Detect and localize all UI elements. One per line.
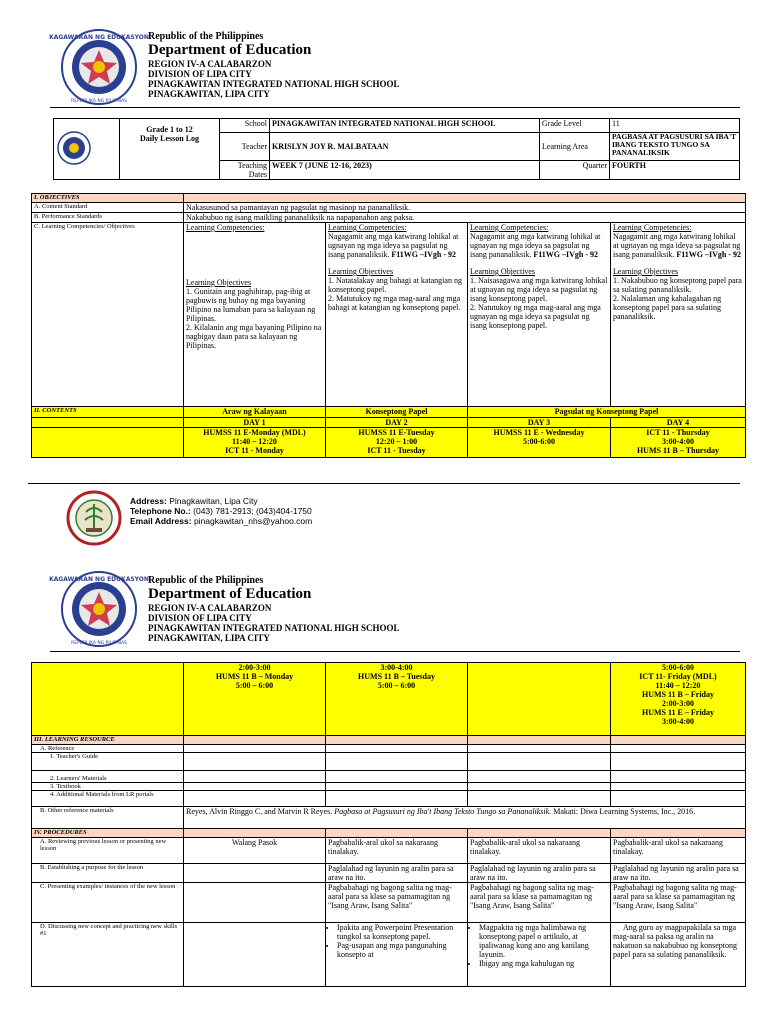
day2-topic: Konseptong Papel [326,407,468,418]
department-title-2: Department of Education [148,586,312,602]
lr-fill-1 [184,736,326,745]
day3-objectives [468,223,611,407]
contents-day-label-blank [32,418,184,428]
log-title-line1: Grade 1 to 12 [146,125,193,134]
proc-b-day1 [184,864,326,883]
day3-label: DAY 3 [468,418,611,428]
address-value: Pinagkawitan, Lipa City [169,496,258,506]
lr-heading: III. LEARNING RESOURCE [32,736,184,745]
log-title [120,119,220,180]
teacher-label: Teacher [220,133,270,161]
day1-topic: Araw ng Kalayaan [184,407,326,418]
letterhead-page2 [148,576,400,643]
p2-day2-schedule: 3:00-4:00 HUMS 11 B – Tuesday 5:00 – 6:00 [326,663,468,736]
seal-text-bottom: REPUBLIKA NG PILIPINAS [71,99,127,104]
day34-topic: Pagsulat ng Konseptong Papel [468,407,746,418]
proc-c-day1 [184,883,326,923]
proc-d-day3-item2: • Ibigay ang mga kahulugan ng [479,959,608,968]
grade-value: 11 [610,119,740,133]
day4-lc-heading: Learning Competencies: [613,223,692,232]
other-ref-publisher: Makati: Diwa Learning Systems, Inc., 2016. [553,807,696,816]
seal-text-top: KAGAWARAN NG EDUKASYON [49,34,149,41]
proc-c-day2: Pagbabahagi ng bagong salita ng mag-aaral para sa klase sa pamamagitan ng "Isang Araw, Isang Salita" [326,883,468,923]
dates-label: Teaching Dates [220,161,270,180]
proc-d-day2 [326,923,468,987]
proc-b-day4: Paglalahad ng layunin ng aralin para sa araw na ito. [611,864,746,883]
deped-seal [49,28,149,106]
am-label: 4. Additional Materials from LR portals [32,791,184,807]
proc-d-day2-item2: • Pag-usapan ang mga pangunahing konsepto at [337,941,465,959]
lm-label: 2. Learners' Materials [32,771,184,783]
school-text-2: PINAGKAWITAN INTEGRATED NATIONAL HIGH SCHOOL [148,623,400,633]
day1-lo-text: 1. Gunitain ang paghihirap, pag-ibig at pagbuwis ng buhay ng mga bayaning Pilipino na lumaban para sa kalayaan ng Pilipinas. 2. Kilalanin ang mga bayaning Pilipino na nagbigay daan para sa kalayaan ng Pilipinas. [186,287,322,350]
small-seal-cell [54,119,120,180]
day2-lc-text: Nagagamit ang mga katwirang lohikal at ugnayan ng mga ideya sa pagsulat ng isang pananaliksik. [328,232,459,259]
contents-heading: II. CONTENTS [32,407,184,418]
tg-label: 1. Teacher's Guide [32,753,184,771]
procedures-heading: IV. PROCEDURES [32,829,184,838]
lm-c4 [611,771,746,783]
teacher-value: KRISLYN JOY R. MALBATAAN [270,133,540,161]
p2-day3-schedule [468,663,611,736]
day4-objectives [611,223,746,407]
objectives-heading: I. OBJECTIVES [32,194,184,203]
day2-lo-text: 1. Natatalakay ang bahagi at katangian ng konseptong papel. 2. Matutukoy ng mga mag-aaral ang mga bahagi at katangian ng konseptong papel. [328,276,462,312]
day3-lc-heading: Learning Competencies: [470,223,549,232]
lr-fill-3 [468,736,611,745]
day4-code: F11WG –IVgh - 92 [676,250,741,259]
lm-c3 [468,771,611,783]
am-c4 [611,791,746,807]
proc-a-day4: Pagbabalik-aral ukol sa nakaraang tinalakay. [611,838,746,864]
area-value: PAGBASA AT PAGSUSURI SA IBA'T IBANG TEKSTO TUNGO SA PANANALIKSIK [610,133,740,161]
day2-schedule: HUMSS 11 E-Tuesday 12:20 – 1:00 ICT 11 - Tuesday [326,428,468,458]
day4-lo-text: 1. Nakabubuo ng konseptong papel para sa sulating pananaliksik. 2. Nalalaman ang kahalagahan ng konseptong papel para sa sulating pananaliksik. [613,276,742,321]
ref-c1 [184,745,326,753]
tg-c1 [184,753,326,771]
proc-b-day2: Paglalahad ng layunin ng aralin para sa araw na ito. [326,864,468,883]
tb-label: 3. Textbook [32,783,184,791]
school-logo [66,490,122,546]
day1-schedule: HUMSS 11 E-Monday (MDL) 11:40 – 12:20 ICT 11 - Monday [184,428,326,458]
lr-fill-2 [326,736,468,745]
seal2-text-bottom: REPUBLIKA NG PILIPINAS [71,641,127,646]
proc-a-day1: Walang Pasok [184,838,326,864]
log-title-line2: Daily Lesson Log [139,134,200,143]
resources-procedures-table [31,662,746,987]
phone-label: Telephone No.: [130,506,191,516]
other-ref-value [184,807,746,829]
header-divider-2 [50,651,740,652]
email-value: pinagkawitan_nhs@yahoo.com [193,516,313,526]
school-value: PINAGKAWITAN INTEGRATED NATIONAL HIGH SCHOOL [270,119,540,133]
proc-a-day3: Pagbabalik-aral ukol sa nakaraang tinalakay. [468,838,611,864]
day4-label: DAY 4 [611,418,746,428]
area-label: Learning Area [540,133,610,161]
p2-day4-schedule: 5:00-6:00 ICT 11- Friday (MDL) 11:40 – 12:20 HUMS 11 B – Friday 2:00-3:00 HUMS 11 E – Friday 3:00-4:00 [611,663,746,736]
day1-objectives [184,223,326,407]
ref-c4 [611,745,746,753]
lm-c2 [326,771,468,783]
ref-c3 [468,745,611,753]
am-c2 [326,791,468,807]
day2-code: F11WG –IVgh - 92 [391,250,456,259]
performance-standard-value: Nakabubuo ng isang maikling pananaliksik na napapanahon ang paksa. [184,213,746,223]
other-ref-authors: Reyes, Alvin Ringgo C. and Marvin R Reyes. [186,807,333,816]
proc-d-day4: Ang guro ay magpapakilala sa mga mag-aaral sa paksa ng aralin na nakatuon sa nakabubuo ng konseptong papel para sa sulating pananaliksik. [611,923,746,987]
header-divider [50,107,740,108]
day2-lo-heading: Learning Objectives [328,267,394,276]
content-standard-value: Nakasusunod sa pamantayan ng pagsulat ng masinop na pananaliksik. [184,203,746,213]
letterhead [148,32,400,99]
competencies-label: C. Learning Competencies/ Objectives [32,223,184,407]
am-c1 [184,791,326,807]
objectives-table [31,193,746,458]
proc-c-label: C. Presenting examples/ instances of the new lesson [32,883,184,923]
tb-c2 [326,783,468,791]
proc-c-day4: Pagbabahagi ng bagong salita ng mag-aaral para sa klase sa pamamagitan ng "Isang Araw, Isang Salita" [611,883,746,923]
day3-lc-text: Nagagamit ang mga katwirang lohikal at ugnayan ng mga ideya sa pagsulat ng isang pananaliksik. [470,232,601,259]
quarter-label: Quarter [540,161,610,180]
republic-text: Republic of the Philippines [148,31,264,42]
proc-a-label: A. Reviewing previous lesson or presenting new lesson [32,838,184,864]
day1-lc-heading: Learning Competencies: [186,223,265,232]
day2-label: DAY 2 [326,418,468,428]
proc-fill-2 [326,829,468,838]
day3-lo-heading: Learning Objectives [470,267,536,276]
proc-fill-4 [611,829,746,838]
proc-b-label: B. Establishing a purpose for the lesson [32,864,184,883]
other-ref-label: B. Other reference materials [32,807,184,829]
school-label: School [220,119,270,133]
location-text: PINAGKAWITAN, LIPA CITY [148,89,270,99]
p2-sched-blank [32,663,184,736]
phone-value: (043) 781-2913; (043)404-1750 [193,506,312,516]
day4-lc-text: Nagagamit ang mga katwirang lohikal at ugnayan ng mga ideya sa pagsulat ng isang pananaliksik. [613,232,741,259]
department-title: Department of Education [148,42,312,58]
day3-lo-text: 1. Naisasagawa ang mga katwirang lohikal at ugnayan ng mga ideya sa pagsulat ng isang konseptong papel. 2. Natutukoy ng mga mag-aaral ang mga ugnayan ng mga ideya sa pagsulat ng isang konseptong papel. [470,276,608,330]
day4-lo-heading: Learning Objectives [613,267,679,276]
proc-d-label: D. Discussing new concept and practicing new skills #1 [32,923,184,987]
objectives-heading-fill [184,194,746,203]
footer-contact [130,496,312,526]
tb-c1 [184,783,326,791]
performance-standard-label: B. Performance Standards [32,213,184,223]
proc-fill-3 [468,829,611,838]
ref-c2 [326,745,468,753]
republic-text-2: Republic of the Philippines [148,575,264,586]
division-text: DIVISION OF LIPA CITY [148,69,252,79]
grade-label: Grade Level [540,119,610,133]
tb-c3 [468,783,611,791]
p2-day1-schedule: 2:00-3:00 HUMS 11 B – Monday 5:00 – 6:00 [184,663,326,736]
region-text-2: REGION IV-A CALABARZON [148,603,272,613]
email-label: Email Address: [130,516,192,526]
proc-c-day3: Pagbabahagi ng bagong salita ng mag-aaral para sa klase sa pamamagitan ng "Isang Araw, Isang Salita" [468,883,611,923]
day3-code: F11WG –IVgh - 92 [533,250,598,259]
proc-d-day2-item1: • Ipakita ang Powerpoint Presentation tungkol sa konseptong papel. [337,923,465,941]
quarter-value: FOURTH [610,161,740,180]
region-text: REGION IV-A CALABARZON [148,59,272,69]
reference-label: A. Reference [32,745,184,753]
proc-a-day2: Pagbabalik-aral ukol sa nakaraang tinalakay. [326,838,468,864]
day1-lo-heading: Learning Objectives [186,278,252,287]
proc-d-day3-item1: • Magpakita ng mga halimbawa ng konseptong papel o artikulo, at ipaliwanag kung ano ang kanilang layunin. [479,923,608,959]
lr-fill-4 [611,736,746,745]
lesson-log-info-table [53,118,740,180]
contents-sched-blank [32,428,184,458]
day3-schedule: HUMSS 11 E - Wednesday 5:00-6:00 [468,428,611,458]
seal2-text-top: KAGAWARAN NG EDUKASYON [49,576,149,583]
proc-d-day3 [468,923,611,987]
day1-label: DAY 1 [184,418,326,428]
location-text-2: PINAGKAWITAN, LIPA CITY [148,633,270,643]
division-text-2: DIVISION OF LIPA CITY [148,613,252,623]
deped-seal-small [56,130,92,166]
school-text: PINAGKAWITAN INTEGRATED NATIONAL HIGH SCHOOL [148,79,400,89]
tg-c3 [468,753,611,771]
day2-objectives [326,223,468,407]
content-standard-label: A. Content Standard [32,203,184,213]
other-ref-title: Pagbasa at Pagsusuri ng Iba't Ibang Teksto Tungo sa Pananaliksik. [334,807,552,816]
tg-c4 [611,753,746,771]
proc-fill-1 [184,829,326,838]
address-label: Address: [130,496,167,506]
am-c3 [468,791,611,807]
deped-seal-page2 [49,570,149,648]
dates-value: WEEK 7 (JUNE 12-16, 2023) [270,161,540,180]
tg-c2 [326,753,468,771]
lm-c1 [184,771,326,783]
day4-schedule: ICT 11 - Thursday 3:00-4:00 HUMS 11 B – Thursday [611,428,746,458]
footer-divider [28,483,740,484]
proc-d-day1 [184,923,326,987]
day2-lc-heading: Learning Competencies: [328,223,407,232]
tb-c4 [611,783,746,791]
proc-b-day3: Paglalahad ng layunin ng aralin para sa araw na ito. [468,864,611,883]
